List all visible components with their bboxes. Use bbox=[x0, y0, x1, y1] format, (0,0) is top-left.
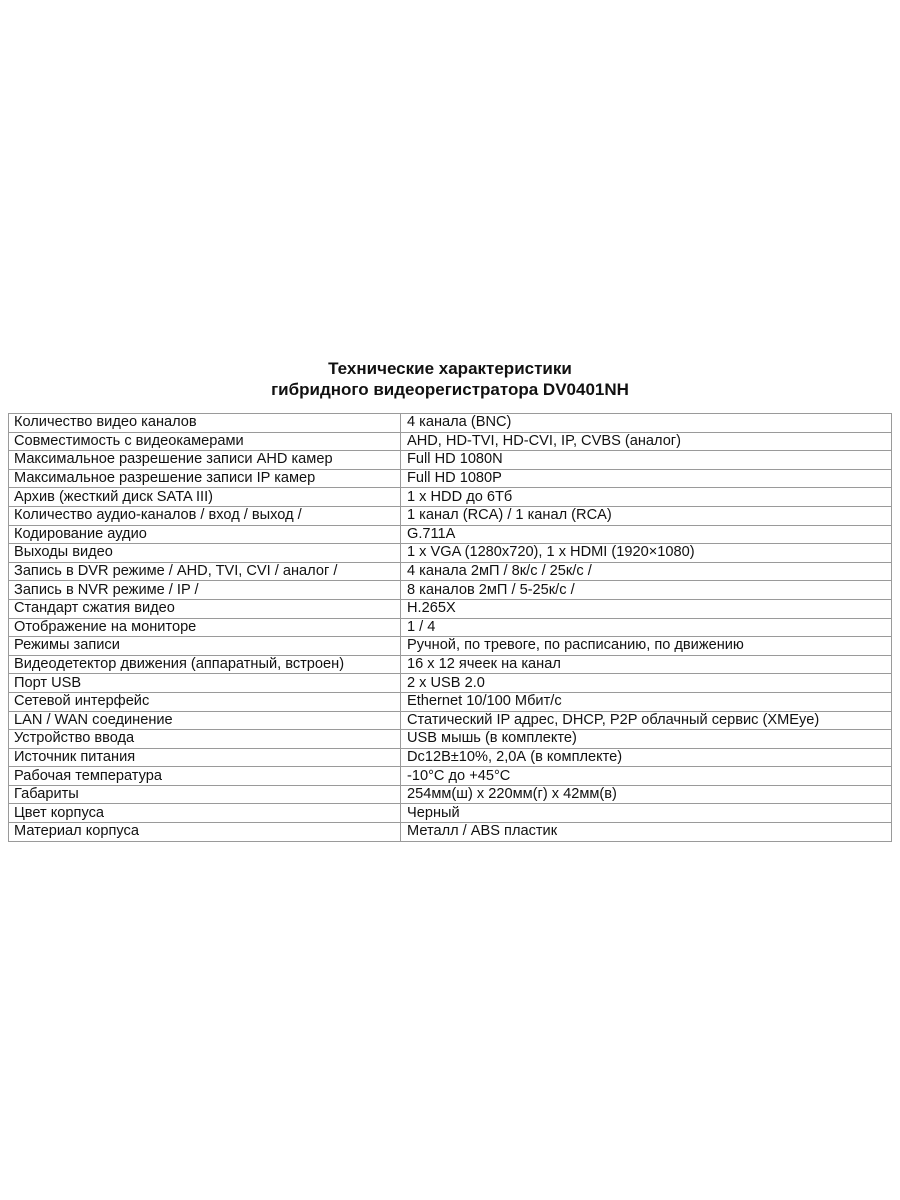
spec-value-cell: Черный bbox=[401, 804, 892, 823]
spec-value-cell: Ethernet 10/100 Мбит/с bbox=[401, 692, 892, 711]
spec-param-cell: Количество аудио-каналов / вход / выход / bbox=[9, 506, 401, 525]
spec-row bbox=[9, 488, 892, 507]
spec-param-cell: Запись в NVR режиме / IP / bbox=[9, 581, 401, 600]
spec-value-cell: AHD, HD-TVI, HD-CVI, IP, CVBS (аналог) bbox=[401, 432, 892, 451]
title-line-1: Технические характеристики bbox=[328, 359, 572, 378]
spec-param-cell: Устройство ввода bbox=[9, 730, 401, 749]
spec-row bbox=[9, 785, 892, 804]
spec-param-cell: Режимы записи bbox=[9, 637, 401, 656]
spec-value-cell: 1 x HDD до 6Тб bbox=[401, 488, 892, 507]
spec-param-cell: LAN / WAN соединение bbox=[9, 711, 401, 730]
document-title bbox=[0, 358, 900, 400]
spec-value-cell: 16 x 12 ячеек на канал bbox=[401, 655, 892, 674]
spec-row bbox=[9, 581, 892, 600]
spec-value-cell: Ручной, по тревоге, по расписанию, по движению bbox=[401, 637, 892, 656]
spec-row bbox=[9, 767, 892, 786]
spec-param-cell: Архив (жесткий диск SATA III) bbox=[9, 488, 401, 507]
spec-param-cell: Максимальное разрешение записи AHD камер bbox=[9, 451, 401, 470]
spec-value-cell: 4 канала 2мП / 8к/с / 25к/с / bbox=[401, 562, 892, 581]
spec-row bbox=[9, 414, 892, 433]
spec-value-cell: 8 каналов 2мП / 5-25к/с / bbox=[401, 581, 892, 600]
spec-param-cell: Материал корпуса bbox=[9, 823, 401, 842]
spec-row bbox=[9, 692, 892, 711]
title-line-2: гибридного видеорегистратора DV0401NH bbox=[271, 380, 629, 399]
spec-table-body bbox=[9, 414, 892, 842]
spec-row bbox=[9, 451, 892, 470]
spec-value-cell: 254мм(ш) x 220мм(г) x 42мм(в) bbox=[401, 785, 892, 804]
spec-row bbox=[9, 525, 892, 544]
spec-row bbox=[9, 599, 892, 618]
spec-value-cell: G.711A bbox=[401, 525, 892, 544]
spec-row bbox=[9, 432, 892, 451]
spec-param-cell: Видеодетектор движения (аппаратный, встроен) bbox=[9, 655, 401, 674]
spec-value-cell: -10°С до +45°С bbox=[401, 767, 892, 786]
spec-value-cell: 1 / 4 bbox=[401, 618, 892, 637]
spec-param-cell: Кодирование аудио bbox=[9, 525, 401, 544]
spec-value-cell: Full HD 1080P bbox=[401, 469, 892, 488]
spec-row bbox=[9, 506, 892, 525]
spec-value-cell: 1 канал (RCA) / 1 канал (RCA) bbox=[401, 506, 892, 525]
spec-value-cell: Статический IP адрес, DHCP, P2P облачный сервис (XMEye) bbox=[401, 711, 892, 730]
spec-row bbox=[9, 730, 892, 749]
spec-param-cell: Порт USB bbox=[9, 674, 401, 693]
spec-param-cell: Выходы видео bbox=[9, 544, 401, 563]
spec-value-cell: 1 x VGA (1280x720), 1 x HDMI (1920×1080) bbox=[401, 544, 892, 563]
spec-row bbox=[9, 674, 892, 693]
spec-value-cell: 2 x USB 2.0 bbox=[401, 674, 892, 693]
spec-row bbox=[9, 823, 892, 842]
spec-value-cell: 4 канала (BNC) bbox=[401, 414, 892, 433]
spec-row bbox=[9, 804, 892, 823]
spec-param-cell: Максимальное разрешение записи IP камер bbox=[9, 469, 401, 488]
spec-row bbox=[9, 562, 892, 581]
spec-param-cell: Сетевой интерфейс bbox=[9, 692, 401, 711]
spec-row bbox=[9, 655, 892, 674]
spec-table bbox=[8, 413, 892, 842]
spec-row bbox=[9, 469, 892, 488]
spec-value-cell: Full HD 1080N bbox=[401, 451, 892, 470]
spec-param-cell: Стандарт сжатия видео bbox=[9, 599, 401, 618]
spec-value-cell: USB мышь (в комплекте) bbox=[401, 730, 892, 749]
spec-param-cell: Источник питания bbox=[9, 748, 401, 767]
spec-param-cell: Габариты bbox=[9, 785, 401, 804]
spec-row bbox=[9, 637, 892, 656]
spec-row bbox=[9, 748, 892, 767]
spec-param-cell: Отображение на мониторе bbox=[9, 618, 401, 637]
spec-value-cell: Металл / ABS пластик bbox=[401, 823, 892, 842]
spec-row bbox=[9, 711, 892, 730]
spec-param-cell: Запись в DVR режиме / AHD, TVI, CVI / аналог / bbox=[9, 562, 401, 581]
spec-value-cell: H.265X bbox=[401, 599, 892, 618]
spec-row bbox=[9, 618, 892, 637]
spec-param-cell: Цвет корпуса bbox=[9, 804, 401, 823]
spec-param-cell: Совместимость с видеокамерами bbox=[9, 432, 401, 451]
spec-param-cell: Количество видео каналов bbox=[9, 414, 401, 433]
spec-param-cell: Рабочая температура bbox=[9, 767, 401, 786]
spec-row bbox=[9, 544, 892, 563]
spec-value-cell: Dc12В±10%, 2,0А (в комплекте) bbox=[401, 748, 892, 767]
